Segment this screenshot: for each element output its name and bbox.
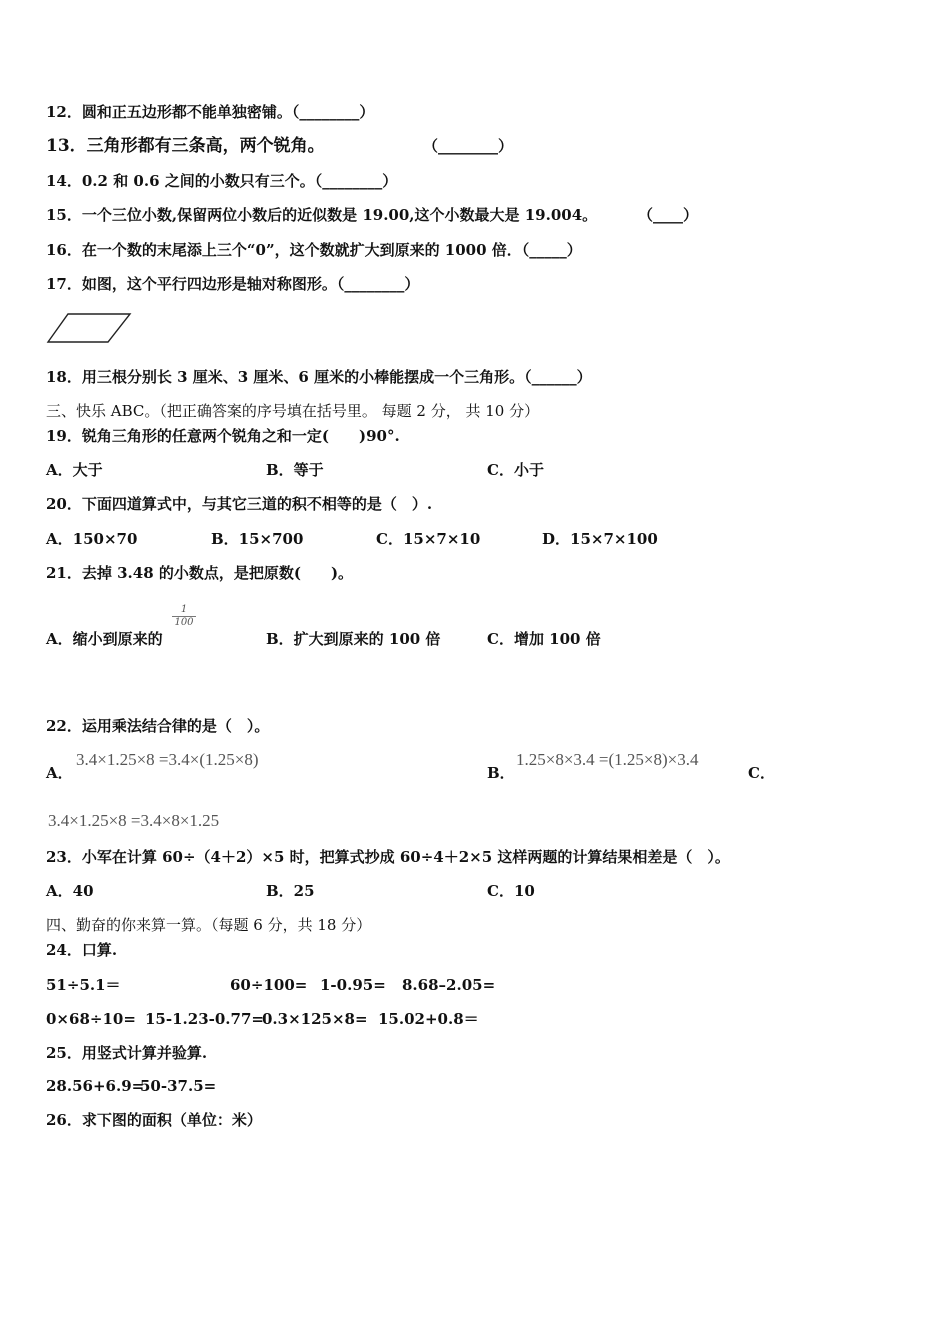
question-26: 26．求下图的面积（单位：米） (46, 1111, 262, 1129)
vertical-calc-item: 50-37.5= (140, 1077, 217, 1095)
mental-calc-item: 15-1.23-0.77= (145, 1010, 264, 1028)
question-18: 18．用三根分别长 3 厘米、3 厘米、6 厘米的小棒能摆成一个三角形。（______） (46, 368, 592, 386)
question-23-stem: 23．小军在计算 60÷（4＋2）×5 时，把算式抄成 60÷4＋2×5 这样两题的计算结果相差是（ ）。 (46, 848, 730, 866)
question-24-stem: 24．口算. (46, 941, 118, 959)
question-21-option-a: A．缩小到原来的 (46, 630, 163, 648)
fraction-numerator: 1 (180, 604, 188, 615)
question-21-option-c: C．增加 100 倍 (487, 630, 601, 648)
mental-calc-item: 51÷5.1＝ (46, 976, 121, 994)
question-22-option-a-formula: 3.4×1.25×8 =3.4×(1.25×8) (76, 750, 259, 769)
mental-calc-item: 15.02+0.8＝ (378, 1010, 479, 1028)
question-22-option-a-label: A． (46, 764, 73, 782)
question-22-option-b-formula: 1.25×8×3.4 =(1.25×8)×3.4 (516, 750, 699, 769)
question-13: 13．三角形都有三条高，两个锐角。 (46, 136, 325, 156)
fraction-denominator: 100 (172, 616, 196, 629)
question-23-option-b: B．25 (266, 882, 315, 900)
question-14: 14．0.2 和 0.6 之间的小数只有三个。（________） (46, 172, 398, 190)
question-20-option-b: B．15×700 (211, 530, 304, 548)
question-16: 16．在一个数的末尾添上三个“0”，这个数就扩大到原来的 1000 倍．（_____） (46, 241, 582, 259)
question-19-stem: 19．锐角三角形的任意两个锐角之和一定( )90°. (46, 427, 400, 445)
section-3-heading: 三、快乐 ABC。（把正确答案的序号填在括号里。 每题 2 分， 共 10 分） (46, 402, 540, 420)
question-22-option-c-formula: 3.4×1.25×8 =3.4×8×1.25 (48, 811, 220, 830)
section-4-heading: 四、勤奋的你来算一算。（每题 6 分，共 18 分） (46, 916, 372, 934)
mental-calc-item: 0×68÷10= (46, 1010, 136, 1028)
vertical-calc-item: 28.56+6.9= (46, 1077, 145, 1095)
question-21-option-b: B．扩大到原来的 100 倍 (266, 630, 441, 648)
question-20-option-d: D．15×7×100 (542, 530, 658, 548)
question-20-option-c: C．15×7×10 (376, 530, 481, 548)
question-17: 17．如图，这个平行四边形是轴对称图形。（________） (46, 275, 420, 293)
question-19-option-a: A．大于 (46, 461, 103, 479)
fraction-one-hundredth (172, 604, 196, 629)
question-13-blank: （________） (423, 137, 514, 155)
mental-calc-item: 0.3×125×8= (262, 1010, 368, 1028)
question-20-stem: 20．下面四道算式中，与其它三道的积不相等的是（ ）. (46, 495, 433, 513)
question-15-blank: （____） (638, 206, 699, 224)
mental-calc-item: 8.68–2.05= (402, 976, 496, 994)
question-21-stem: 21．去掉 3.48 的小数点，是把原数( )。 (46, 564, 354, 582)
parallelogram-figure (46, 310, 136, 346)
question-22-stem: 22．运用乘法结合律的是（ ）。 (46, 717, 270, 735)
question-19-option-b: B．等于 (266, 461, 324, 479)
question-19-option-c: C．小于 (487, 461, 544, 479)
question-23-option-a: A．40 (46, 882, 94, 900)
mental-calc-item: 1-0.95= (320, 976, 386, 994)
question-23-option-c: C．10 (487, 882, 535, 900)
question-22-option-b-label: B． (487, 764, 515, 782)
question-12: 12．圆和正五边形都不能单独密铺。（________） (46, 103, 375, 121)
question-25-stem: 25．用竖式计算并验算. (46, 1044, 208, 1062)
mental-calc-item: 60÷100= (230, 976, 308, 994)
question-15: 15．一个三位小数,保留两位小数后的近似数是 19.00,这个小数最大是 19.004。 (46, 206, 598, 224)
question-22-option-c-label: C． (748, 764, 775, 782)
question-20-option-a: A．150×70 (46, 530, 138, 548)
